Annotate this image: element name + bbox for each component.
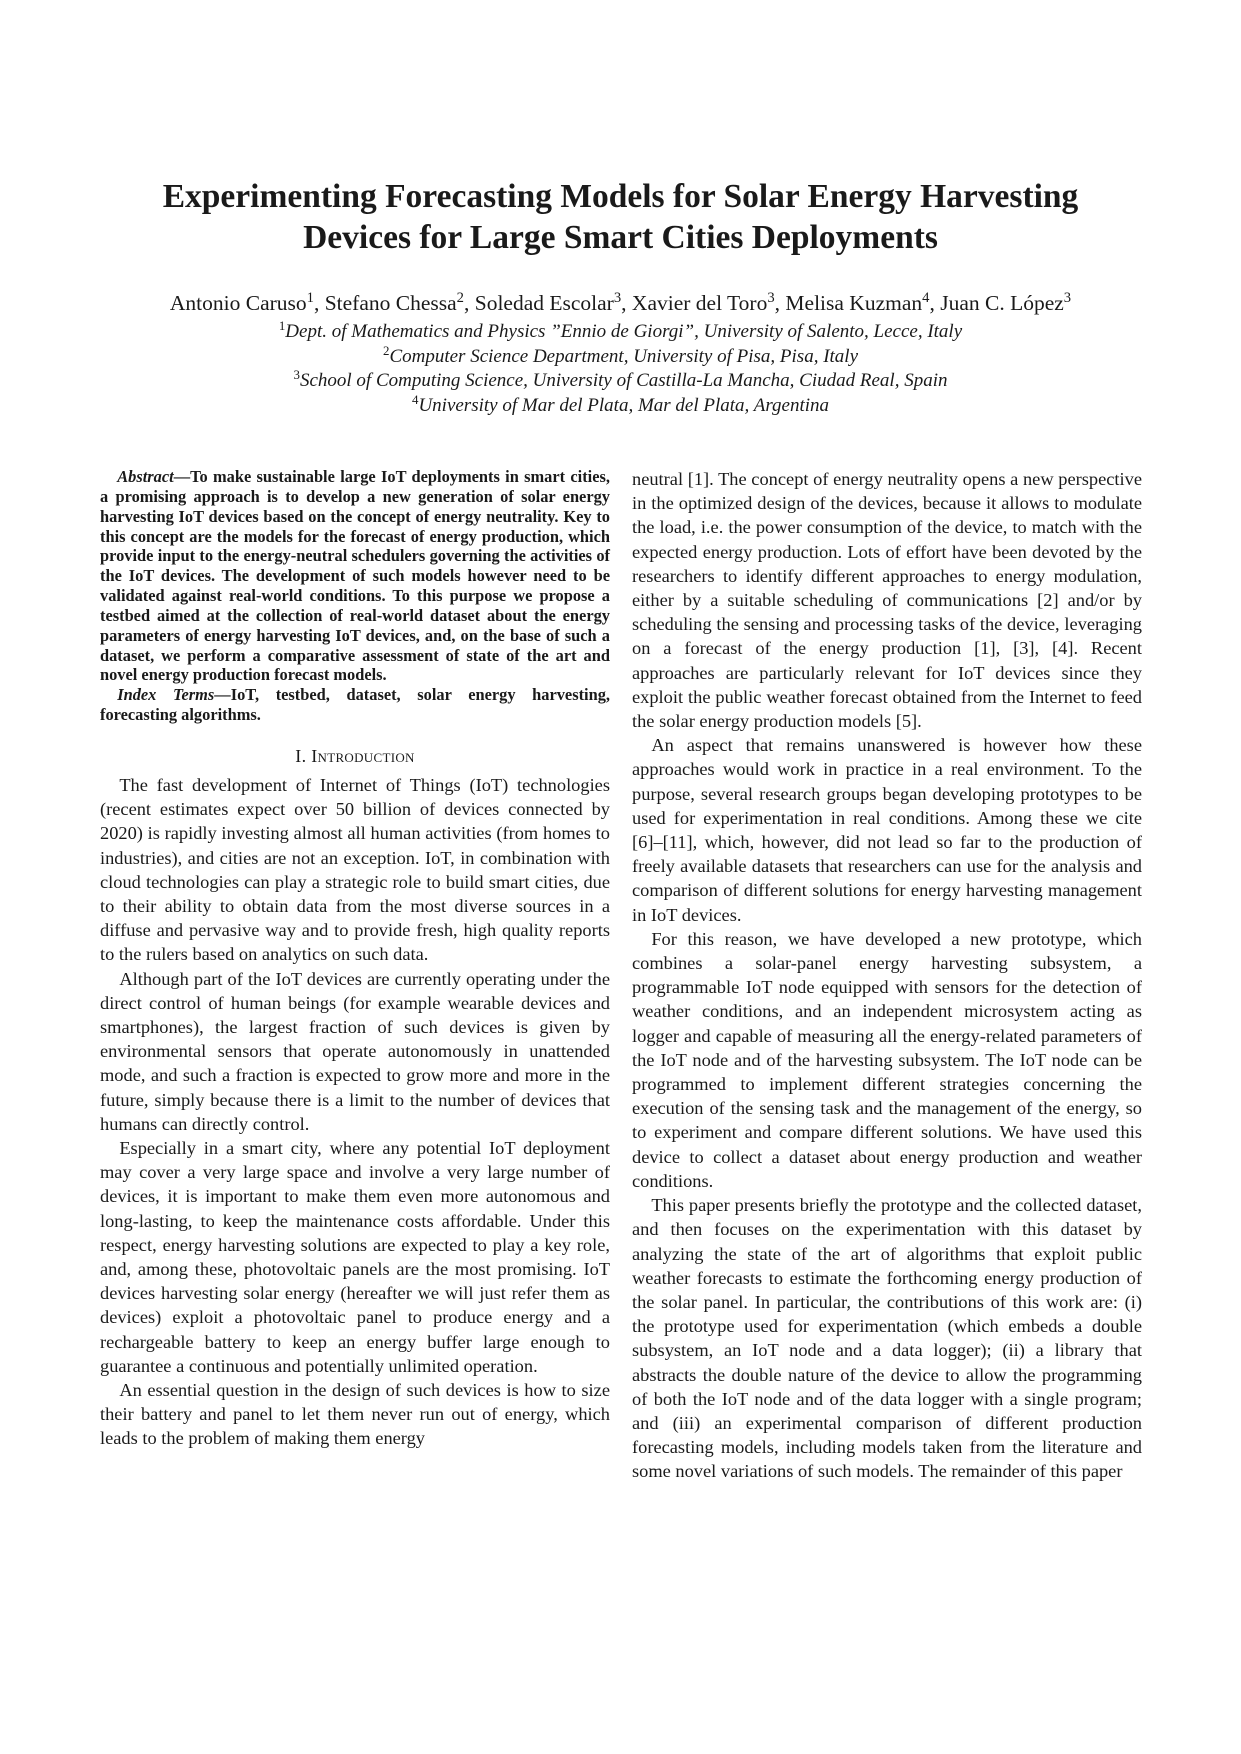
affiliation: $^4$University of Mar del Plata, Mar del Plata, Argentina [411,391,829,416]
paragraph: The fast development of Internet of Things (IoT) technologies (recent estimates expect over 50 billion of devices connected by 2020) is rapidly investing almost all human activities (from homes to industries), and cities are not an exception. IoT, in combination with cloud technologies can play a strategic role to build smart cities, due to their ability to obtain data from the most diverse sources in a diffuse and pervasive way and to provide fresh, high quality reports to the rulers based on analytics on such data. [100,774,610,965]
abstract-text: —To make sustainable large IoT deployments in smart cities, a promising approach is to develop a new generation of solar energy harvesting IoT devices based on the concept of energy neutrality. Key to this concept are the models for the forecast of energy production, which provide input to the energy-neutral schedulers governing the activities of the IoT devices. The development of such models however need to be validated against real-world conditions. To this purpose we propose a testbed aimed at the collection of real-world dataset about the energy parameters of energy harvesting IoT devices, and, on the base of such a dataset, we perform a comparative assessment of state of the art and novel energy production forecast models. [100,467,610,685]
section-number: I. [295,745,307,766]
abstract-label: Abstract [117,467,174,486]
title-line-1: Experimenting Forecasting Models for Solar Energy Harvesting [162,178,1079,215]
paragraph: Although part of the IoT devices are currently operating under the direct control of human beings (for example wearable devices and smartphones), the largest fraction of such devices is given by environmental sensors that operate autonomously in unattended mode, and such a fraction is expected to grow more and more in the future, simply because there is a limit to the number of devices that humans can directly control. [100,968,610,1134]
author: Antonio Caruso$^1$ [169,289,314,315]
paragraph: This paper presents briefly the prototype and the collected dataset, and then focuses on the experimentation with this dataset by analyzing the state of the art of algorithms that exploit public weather forecasts to estimate the forthcoming energy production of the solar panel. In particular, the contributions of this work are: (i) the prototype used for experimentation (which embeds a double subsystem, an IoT node and a data logger); (ii) a library that abstracts the double nature of the device to allow the programming of both the IoT node and of the data logger with a single program; and (iii) an experimental comparison of different production forecasting models, including models taken from the literature and some novel variations of such models. The remainder of this paper [632,1195,1142,1482]
index-terms-text: —IoT, testbed, dataset, solar energy harvesting, forecasting algorithms. [100,685,611,725]
affiliation-list [60,317,1181,418]
index-terms [100,685,610,725]
author: Juan C. López$^3$ [940,289,1072,315]
author: Soledad Escolar$^3$ [474,289,622,315]
paragraph: An essential question in the design of such devices is how to size their battery and panel to let them never run out of energy, which leads to the problem of making them energy [100,1380,610,1449]
right-column [632,467,1142,1484]
paper-title [100,176,1141,258]
paragraph: An aspect that remains unanswered is however how these approaches would work in practice in a real environment. To the purpose, several research groups began developing prototypes to be used for experimentation in real conditions. Among these we cite [6]–[11], which, however, did not lead so far to the production of freely available datasets that researchers can use for the analysis and comparison of different solutions for energy harvesting management in IoT devices. [632,735,1142,925]
abstract [100,467,610,685]
paragraph: For this reason, we have developed a new prototype, which combines a solar-panel energy harvesting subsystem, a programmable IoT node equipped with sensors for the detection of weather conditions, and an independent microsystem acting as logger and capable of measuring all the energy-related parameters of the IoT node and of the harvesting subsystem. The IoT node can be programmed to implement different strategies concerning the execution of the sensing task and the management of the energy, so to experiment and compare different solutions. We have used this device to collect a dataset about energy production and weather conditions. [632,928,1142,1191]
affiliation: $^3$School of Computing Science, University of Castilla-La Mancha, Ciudad Real, Spain [293,366,948,391]
affiliation: $^1$Dept. of Mathematics and Physics ”Ennio de Giorgi”, University of Salento, Lecce, Italy [278,317,963,342]
section-heading [100,745,610,767]
title-line-2: Devices for Large Smart Cities Deployments [303,219,938,256]
author: Melisa Kuzman$^4$ [785,289,930,315]
section-title: Introduction [311,745,415,766]
author-list: Antonio Caruso$^1$, Stefano Chessa$^2$, Soledad Escolar$^3$, Xavier del Toro$^3$, Melisa Kuzman$^4$, Juan C. López$^3$ [169,289,1072,315]
author: Stefano Chessa$^2$ [324,289,464,315]
affiliation: $^2$Computer Science Department, University of Pisa, Pisa, Italy [382,342,859,367]
left-column [100,467,610,1451]
index-terms-label: Index Terms [117,685,215,705]
paragraph: Especially in a smart city, where any potential IoT deployment may cover a very large space and involve a very large number of devices, it is important to make them even more autonomous and long-lasting, to keep the maintenance costs affordable. Under this respect, energy harvesting solutions are expected to play a key role, and, among these, photovoltaic panels are the most promising. IoT devices harvesting solar energy (hereafter we will just refer them as devices) exploit a photovoltaic panel to produce energy and a rechargeable battery to keep an energy buffer large enough to guarantee a continuous and potentially unlimited operation. [100,1138,610,1376]
author: Xavier del Toro$^3$ [631,289,775,315]
paragraph: neutral [1]. The concept of energy neutrality opens a new perspective in the optimized design of the devices, because it allows to modulate the load, i.e. the power consumption of the device, to match with the expected energy production. Lots of effort have been devoted by the researchers to identify different approaches to energy modulation, either by a suitable scheduling of communications [2] and/or by scheduling the sensing and processing tasks of the device, leveraging on a forecast of the energy production [1], [3], [4]. Recent approaches are particularly relevant for IoT devices since they exploit the public weather forecast obtained from the Internet to feed the solar energy production models [5]. [632,469,1142,732]
